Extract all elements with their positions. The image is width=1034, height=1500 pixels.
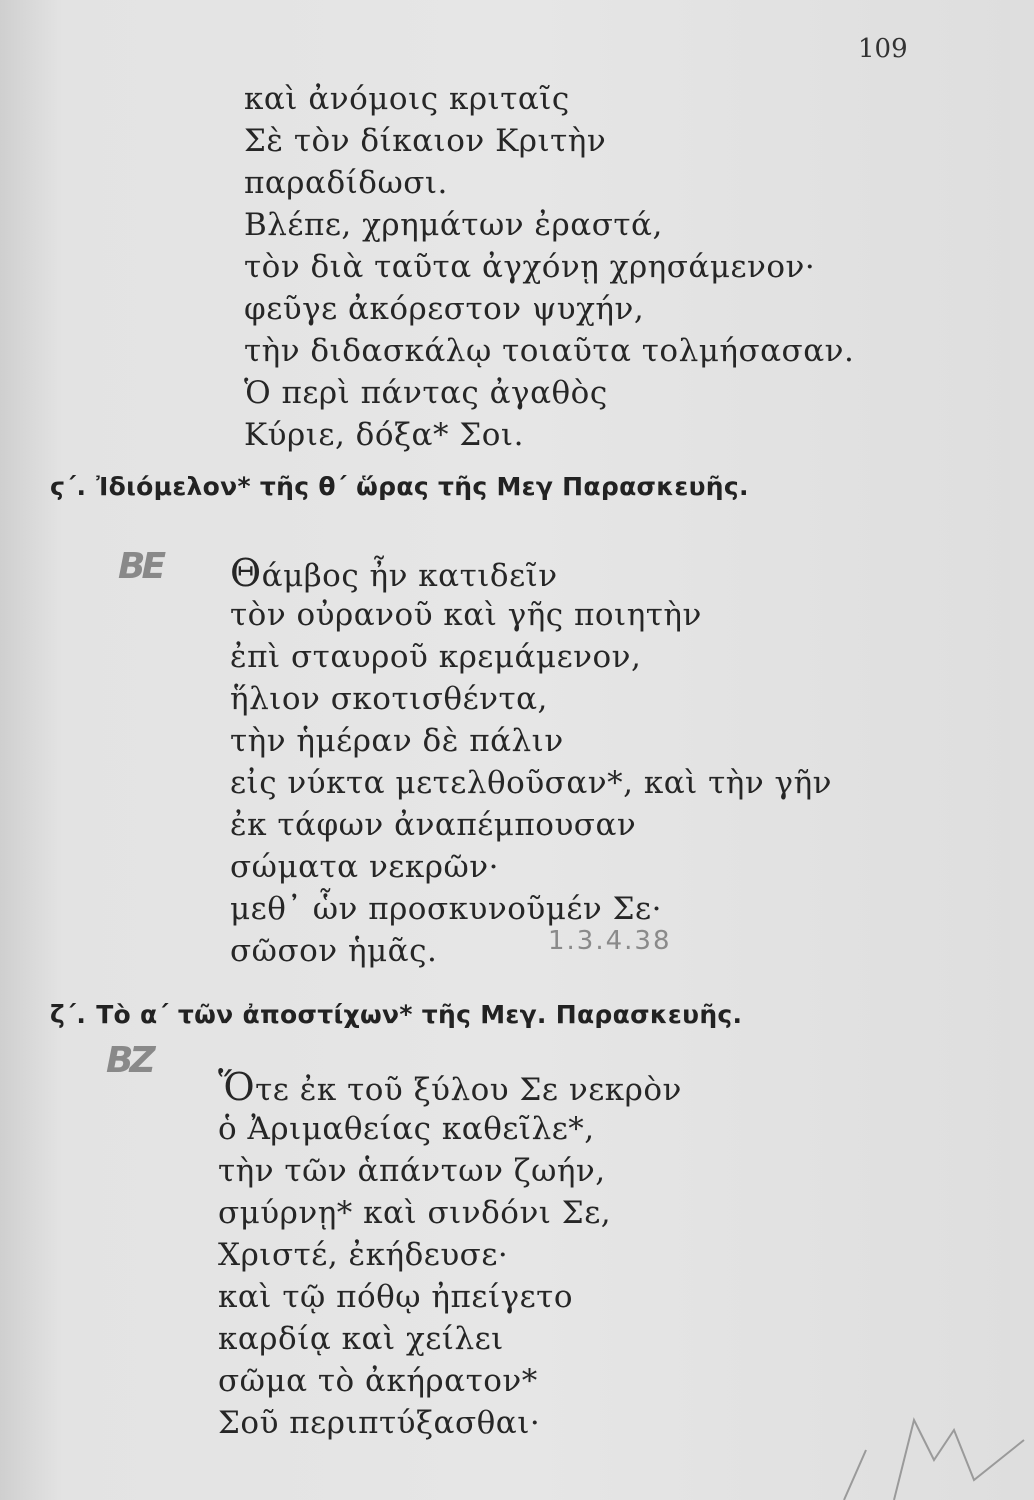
verse-line: ἐπὶ σταυροῦ κρεμάμενον, bbox=[230, 639, 642, 675]
pencil-note: 1.3.4.38 bbox=[548, 926, 672, 956]
stanza-3 bbox=[218, 1066, 682, 1444]
verse-line: Σὲ τὸν δίκαιον Κριτὴν bbox=[244, 123, 607, 159]
verse-line: σῶσον ἡμᾶς. bbox=[230, 933, 438, 969]
verse-line: Ὁ περὶ πάντας ἀγαθὸς bbox=[244, 375, 608, 411]
verse-line: μεθ᾽ ὧν προσκυνοῦμέν Σε· bbox=[230, 891, 662, 927]
verse-line: σμύρνῃ* καὶ σινδόνι Σε, bbox=[218, 1195, 612, 1231]
dropcap: Θ bbox=[230, 551, 262, 595]
verse-line: καὶ ἀνόμοις κριταῖς bbox=[244, 81, 570, 117]
verse-line: εἰς νύκτα μετελθοῦσαν*, καὶ τὴν γῆν bbox=[230, 765, 833, 801]
verse-line: ἐκ τάφων ἀναπέμπουσαν bbox=[230, 807, 637, 843]
verse-line: σώματα νεκρῶν· bbox=[230, 849, 499, 885]
verse-line: τὴν ἡμέραν δὲ πάλιν bbox=[230, 723, 564, 759]
verse-line: ὁ Ἀριμαθείας καθεῖλε*, bbox=[218, 1111, 595, 1147]
pencil-sketch-icon bbox=[774, 1360, 1034, 1500]
verse-line: καὶ τῷ πόθῳ ἠπείγετο bbox=[218, 1279, 573, 1315]
verse-line: σῶμα τὸ ἀκήρατον* bbox=[218, 1363, 538, 1399]
verse-line: Χριστέ, ἐκήδευσε· bbox=[218, 1237, 509, 1273]
stanza-1 bbox=[244, 78, 854, 456]
verse-line: Σοῦ περιπτύξασθαι· bbox=[218, 1405, 541, 1441]
verse-line: τὸν διὰ ταῦτα ἀγχόνῃ χρησάμενον· bbox=[244, 249, 816, 285]
stanza-2 bbox=[230, 552, 832, 972]
section-title: Ἰδιόμελον* τῆς θ΄ ὥρας τῆς Μεγ Παρασκευῆς. bbox=[96, 472, 749, 501]
dropcap: Ὅ bbox=[218, 1065, 256, 1109]
section-6-heading bbox=[50, 472, 749, 501]
verse-line: Βλέπε, χρημάτων ἐραστά, bbox=[244, 207, 663, 243]
verse-line: τὴν τῶν ἁπάντων ζωήν, bbox=[218, 1153, 606, 1189]
section-title: Τὸ α΄ τῶν ἀποστίχων* τῆς Μεγ. Παρασκευῆς. bbox=[96, 1000, 743, 1029]
handwritten-mark: ΒΕ bbox=[118, 546, 163, 587]
section-number: ϛ΄. bbox=[50, 472, 87, 501]
section-number: ζ΄. bbox=[50, 1000, 87, 1029]
verse-line: Κύριε, δόξα* Σοι. bbox=[244, 417, 524, 453]
verse-line: τὴν διδασκάλῳ τοιαῦτα τολμήσασαν. bbox=[244, 333, 855, 369]
verse-line: Ὅτε ἐκ τοῦ ξύλου Σε νεκρὸν bbox=[218, 1065, 682, 1109]
handwritten-mark: ΒΖ bbox=[106, 1040, 152, 1081]
section-7-heading bbox=[50, 1000, 742, 1029]
page-number: 109 bbox=[858, 34, 908, 64]
verse-line: Θάμβος ἦν κατιδεῖν bbox=[230, 551, 558, 595]
verse-line: ἥλιον σκοτισθέντα, bbox=[230, 681, 548, 717]
verse-line: καρδίᾳ καὶ χείλει bbox=[218, 1321, 504, 1357]
verse-line: φεῦγε ἀκόρεστον ψυχήν, bbox=[244, 291, 645, 327]
verse-line: παραδίδωσι. bbox=[244, 165, 448, 201]
verse-line: τὸν οὐρανοῦ καὶ γῆς ποιητὴν bbox=[230, 597, 702, 633]
